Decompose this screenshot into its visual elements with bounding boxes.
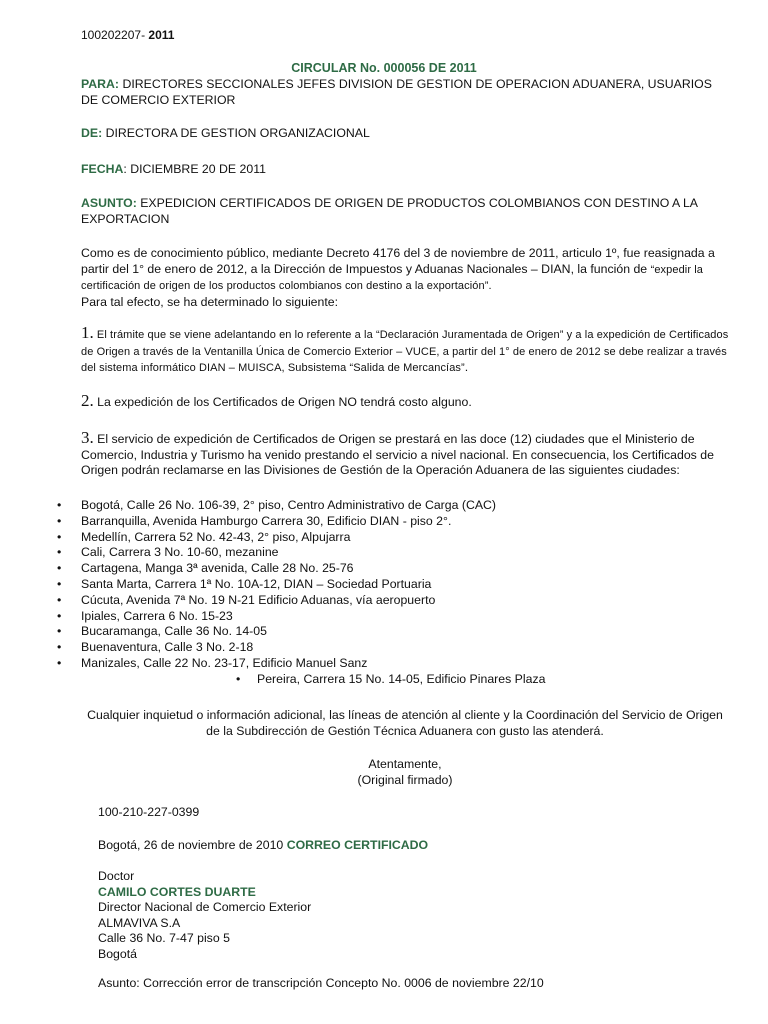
asunto-label: ASUNTO:	[81, 196, 137, 210]
point-text: y a la expedición de Certificados de Origen a través de la Ventanilla Única de Comercio Exterior – VUCE, a partir del 1° de enero de 2012 se debe realizar a través del sistema informático DIAN – MUISCA, Subsistema	[81, 329, 729, 374]
list-item: • Bogotá, Calle 26 No. 106-39, 2° piso, Centro Administrativo de Carga (CAC)	[57, 498, 496, 514]
de-value: DIRECTORA DE GESTION ORGANIZACIONAL	[102, 126, 370, 140]
recipient-name: CAMILO CORTES DUARTE	[98, 884, 256, 899]
recipient-company: ALMAVIVA S.A	[98, 915, 181, 930]
point-text: La expedición de los Certificados de Origen NO tendrá costo alguno.	[93, 395, 472, 409]
document-reference	[81, 28, 174, 42]
de-label: DE:	[81, 126, 103, 140]
place-date-text: Bogotá, 26 de noviembre de 2010	[98, 838, 287, 852]
point-3	[81, 430, 729, 479]
fecha-label: FECHA	[81, 162, 124, 176]
list-item: • Cartagena, Manga 3ª avenida, Calle 28 No. 25-76	[57, 561, 496, 577]
intro-followup: Para tal efecto, se ha determinado lo siguiente:	[81, 294, 339, 309]
signature-block	[81, 757, 729, 788]
reference-year: 2011	[148, 28, 175, 42]
salutation: Doctor	[98, 869, 135, 883]
point-text: El servicio de expedición de Certificados de Origen se prestará en las doce (12) ciudades que el Ministerio de Comercio, Industria y Turismo ha venido prestando el servicio a nivel nacional. En consecuencia, los Certificados de Origen podrán reclamarse en las Divisiones de Gestión de la Operación Aduanera de las siguientes ciudades:	[81, 432, 714, 477]
point-1	[81, 325, 729, 377]
list-item: • Bucaramanga, Calle 36 No. 14-05	[57, 624, 496, 640]
recipient-address: Calle 36 No. 7-47 piso 5	[98, 931, 230, 945]
sign-note: (Original firmado)	[357, 772, 453, 787]
recipient-role: Director Nacional de Comercio Exterior	[98, 900, 312, 914]
last-city-text: Pereira, Carrera 15 No. 14-05, Edificio Pinares Plaza	[257, 672, 546, 686]
asunto-field	[81, 196, 729, 227]
list-item: • Cali, Carrera 3 No. 10-60, mezanine	[57, 545, 496, 561]
point-2	[81, 393, 729, 411]
point-number: 2.	[81, 391, 94, 410]
list-item: • Buenaventura, Calle 3 No. 2-18	[57, 640, 496, 656]
letter-place-date	[98, 838, 428, 854]
point-number: 3.	[81, 428, 94, 447]
letter-asunto: Asunto: Corrección error de transcripción Concepto No. 0006 de noviembre 22/10	[98, 976, 544, 990]
point-quote: “Salida de Mercancías”	[349, 362, 465, 374]
intro-quote: “expedir la certificación de origen de los productos colombianos con destino a la exportación”.	[81, 263, 704, 292]
circular-title: CIRCULAR No. 000056 DE 2011	[291, 61, 477, 75]
bullet-icon: •	[236, 672, 241, 686]
point-quote: “Declaración Juramentada de Origen”	[375, 329, 564, 341]
intro-paragraph	[81, 246, 729, 310]
point-number: 1.	[81, 323, 94, 342]
list-item: • Santa Marta, Carrera 1ª No. 10A-12, DIAN – Sociedad Portuaria	[57, 577, 496, 593]
list-item: • Barranquilla, Avenida Hamburgo Carrera 30, Edificio DIAN - piso 2°.	[57, 514, 496, 530]
asunto-value: EXPEDICION CERTIFICADOS DE ORIGEN DE PRODUCTOS COLOMBIANOS CON DESTINO A LA EXPORTACION	[81, 196, 698, 226]
correo-certificado-label: CORREO CERTIFICADO	[286, 838, 429, 852]
list-item: • Medellín, Carrera 52 No. 42-43, 2° piso, Alpujarra	[57, 530, 496, 546]
letter-recipient-block	[98, 869, 311, 962]
point-text: El trámite que se viene adelantando en lo referente a la	[93, 329, 376, 341]
para-label: PARA:	[81, 77, 120, 91]
sign-closing: Atentamente,	[368, 757, 442, 771]
list-item: • Cúcuta, Avenida 7ª No. 19 N-21 Edificio Aduanas, vía aeropuerto	[57, 593, 496, 609]
fecha-field	[81, 162, 729, 178]
list-item: • Manizales, Calle 22 No. 23-17, Edificio Manuel Sanz	[57, 656, 496, 672]
letter-reference: 100-210-227-0399	[98, 805, 200, 819]
reference-number: 100202207-	[81, 28, 149, 42]
para-value: DIRECTORES SECCIONALES JEFES DIVISION DE GESTION DE OPERACION ADUANERA, USUARIOS DE COMERCIO EXTERIOR	[81, 77, 712, 107]
closing-paragraph: Cualquier inquietud o información adicional, las líneas de atención al cliente y la Coordinación del Servicio de Origen de la Subdirección de Gestión Técnica Aduanera con gusto las atenderá.	[87, 708, 723, 738]
point-text: .	[464, 360, 469, 374]
intro-text: Como es de conocimiento público, mediante Decreto 4176 del 3 de noviembre de 2011, articulo 1º, fue reasignada a partir del 1° de enero de 2012, a la Dirección de Impuestos y Aduanas Nacionales – DIAN, la función de	[81, 246, 715, 276]
fecha-value: : DICIEMBRE 20 DE 2011	[123, 162, 266, 176]
list-item: • Ipiales, Carrera 6 No. 15-23	[57, 609, 496, 625]
para-field	[81, 77, 729, 108]
recipient-city: Bogotá	[98, 946, 137, 961]
cities-list	[57, 498, 496, 672]
de-field	[81, 126, 729, 142]
